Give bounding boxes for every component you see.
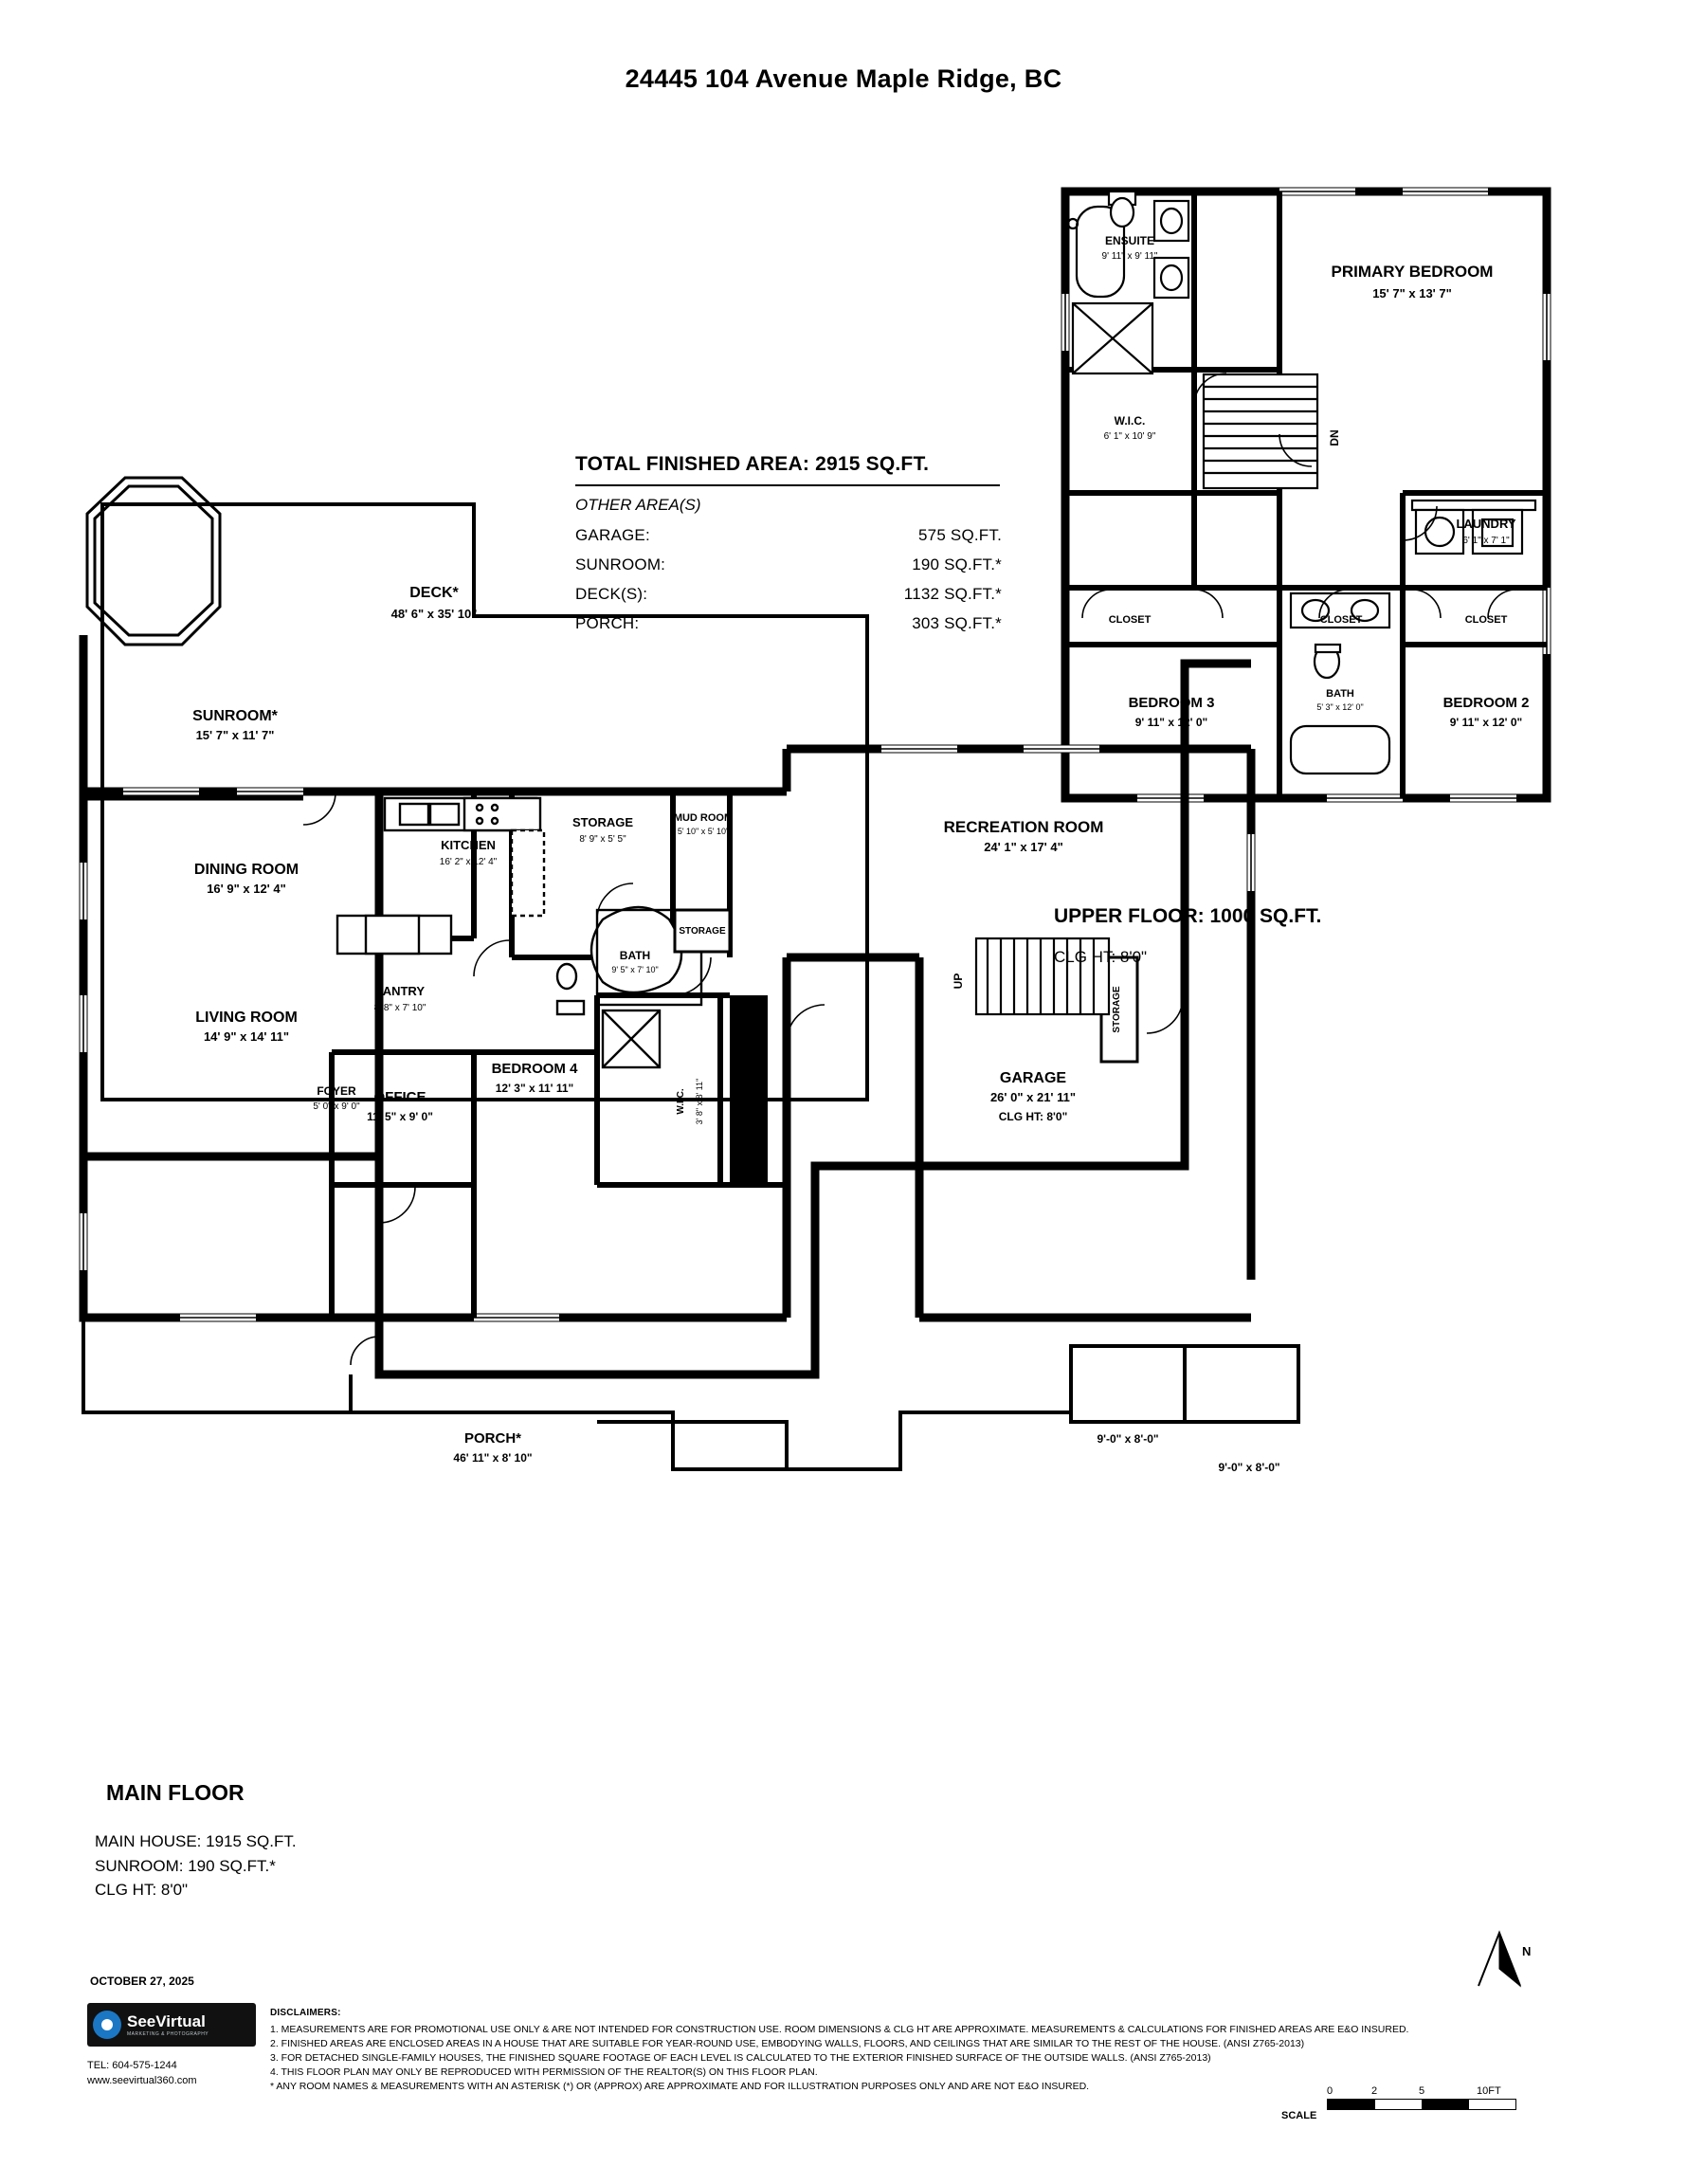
svg-text:6' 1" x 10' 9": 6' 1" x 10' 9" bbox=[1103, 431, 1156, 442]
company-phone: TEL: 604-575-1244 bbox=[87, 2060, 177, 2071]
svg-text:5' 3" x 12' 0": 5' 3" x 12' 0" bbox=[1316, 702, 1364, 712]
svg-text:48' 6" x 35' 10": 48' 6" x 35' 10" bbox=[390, 607, 478, 621]
area-label: DECK(S): bbox=[575, 585, 648, 603]
svg-text:6' 1" x 7' 1": 6' 1" x 7' 1" bbox=[1462, 536, 1510, 546]
svg-text:W.I.C.: W.I.C. bbox=[676, 1088, 686, 1115]
svg-text:CLOSET: CLOSET bbox=[1319, 614, 1363, 626]
svg-text:STORAGE: STORAGE bbox=[679, 926, 726, 937]
disclaimer-item: 3. FOR DETACHED SINGLE-FAMILY HOUSES, THE FINISHED SQUARE FOOTAGE OF EACH LEVEL IS CALCULATED TO THE EXTERIOR FINISHED SURFACE OF THE OUTSIDE WALLS. (ANSI Z765-2013) bbox=[270, 2051, 1211, 2064]
svg-text:CLOSET: CLOSET bbox=[1108, 614, 1152, 626]
svg-text:STORAGE: STORAGE bbox=[1112, 986, 1122, 1033]
svg-text:5' 0" x 9' 0": 5' 0" x 9' 0" bbox=[313, 1101, 360, 1112]
svg-text:CLG HT: 8'0": CLG HT: 8'0" bbox=[998, 1110, 1068, 1123]
main-floor-details bbox=[95, 1829, 297, 1902]
area-value: 190 SQ.FT.* bbox=[912, 555, 1002, 573]
svg-text:KITCHEN: KITCHEN bbox=[441, 838, 496, 852]
company-website[interactable]: www.seevirtual360.com bbox=[87, 2074, 197, 2086]
scale-tick: 0 bbox=[1327, 2085, 1333, 2097]
area-label: PORCH: bbox=[575, 614, 640, 632]
svg-text:8' 9" x 5' 5": 8' 9" x 5' 5" bbox=[579, 834, 626, 845]
svg-text:16' 9" x 12' 4": 16' 9" x 12' 4" bbox=[207, 882, 286, 896]
area-value: 303 SQ.FT.* bbox=[912, 614, 1002, 632]
svg-text:9' 5" x 7' 10": 9' 5" x 7' 10" bbox=[611, 965, 659, 974]
area-row bbox=[575, 526, 1002, 545]
area-summary bbox=[575, 453, 1002, 644]
total-finished-area: TOTAL FINISHED AREA: 2915 SQ.FT. bbox=[575, 453, 930, 475]
company-logo bbox=[87, 2003, 256, 2047]
svg-text:SUNROOM*: SUNROOM* bbox=[192, 708, 278, 724]
svg-text:11' 5" x 9' 0": 11' 5" x 9' 0" bbox=[367, 1110, 433, 1123]
svg-text:GARAGE: GARAGE bbox=[999, 1070, 1067, 1086]
svg-text:N: N bbox=[1522, 1944, 1532, 1958]
svg-text:BEDROOM 4: BEDROOM 4 bbox=[491, 1061, 578, 1077]
disclaimers-list bbox=[270, 2023, 1616, 2094]
svg-text:UP: UP bbox=[952, 973, 965, 990]
area-row bbox=[575, 555, 1002, 574]
area-label: GARAGE: bbox=[575, 526, 650, 544]
svg-text:FOYER: FOYER bbox=[317, 1084, 356, 1098]
scale-ticks bbox=[1327, 2085, 1516, 2099]
svg-text:15' 7" x 11' 7": 15' 7" x 11' 7" bbox=[195, 728, 275, 742]
page-title: 24445 104 Avenue Maple Ridge, BC bbox=[625, 64, 1062, 93]
svg-text:8' 8" x 7' 10": 8' 8" x 7' 10" bbox=[373, 1003, 426, 1013]
main-house-area: MAIN HOUSE: 1915 SQ.FT. bbox=[95, 1832, 297, 1850]
svg-text:9' 11" x 9' 11": 9' 11" x 9' 11" bbox=[1101, 251, 1158, 262]
svg-text:15' 7" x 13' 7": 15' 7" x 13' 7" bbox=[1372, 286, 1452, 300]
svg-text:DECK*: DECK* bbox=[409, 585, 459, 601]
svg-text:5' 10" x 5' 10": 5' 10" x 5' 10" bbox=[677, 827, 730, 836]
svg-text:CLOSET: CLOSET bbox=[1464, 614, 1508, 626]
main-floor-label: MAIN FLOOR bbox=[106, 1780, 245, 1805]
svg-text:DINING ROOM: DINING ROOM bbox=[193, 862, 299, 878]
svg-text:12' 3" x 11' 11": 12' 3" x 11' 11" bbox=[495, 1082, 574, 1095]
svg-text:OFFICE: OFFICE bbox=[373, 1089, 426, 1105]
svg-text:BEDROOM 3: BEDROOM 3 bbox=[1128, 695, 1215, 711]
svg-text:W.I.C.: W.I.C. bbox=[1114, 414, 1146, 428]
disclaimer-item: 2. FINISHED AREAS ARE ENCLOSED AREAS IN A HOUSE THAT ARE SUITABLE FOR YEAR-ROUND USE, EMBODYING WALLS, FLOORS, AND CEILINGS THAT ARE SIMILAR TO THE REST OF THE HOUSE. (ANSI Z765-2013) bbox=[270, 2037, 1305, 2049]
north-arrow bbox=[1467, 1927, 1533, 1995]
logo-name: SeeVirtual bbox=[127, 2011, 206, 2030]
disclaimer-item: 4. THIS FLOOR PLAN MAY ONLY BE REPRODUCED WITH PERMISSION OF THE REALTOR(S) ON THIS FLOOR PLAN. bbox=[270, 2066, 818, 2078]
svg-text:24' 1" x 17' 4": 24' 1" x 17' 4" bbox=[984, 840, 1063, 854]
main-floor-plan-drawing bbox=[66, 464, 1412, 1792]
disclaimer-item: 1. MEASUREMENTS ARE FOR PROMOTIONAL USE ONLY & ARE NOT INTENDED FOR CONSTRUCTION USE. ROOM DIMENSIONS & CLG HT ARE APPROXIMATE. MEASUREMENTS & CALCULATIONS FOR FINISHED AREAS ARE E&O INSURED. bbox=[270, 2024, 1409, 2035]
scale-tick: 2 bbox=[1371, 2085, 1378, 2097]
area-row bbox=[575, 585, 1002, 604]
scale-bar bbox=[1281, 2085, 1516, 2121]
logo-tagline: MARKETING & PHOTOGRAPHY bbox=[127, 2030, 209, 2037]
svg-text:LAUNDRY: LAUNDRY bbox=[1456, 517, 1516, 531]
divider bbox=[575, 484, 1000, 486]
area-value: 1132 SQ.FT.* bbox=[903, 585, 1002, 603]
company-contact bbox=[87, 2059, 197, 2089]
svg-text:9'-0" x 8'-0": 9'-0" x 8'-0" bbox=[1097, 1432, 1159, 1446]
plan-date: OCTOBER 27, 2025 bbox=[90, 1975, 194, 1988]
upper-floor-label: UPPER FLOOR: 1000 SQ.FT. bbox=[1054, 905, 1322, 927]
svg-text:MUD ROOM: MUD ROOM bbox=[673, 812, 734, 824]
svg-text:9' 11" x 12' 0": 9' 11" x 12' 0" bbox=[1134, 716, 1208, 729]
svg-text:BATH: BATH bbox=[619, 949, 651, 962]
svg-text:26' 0" x 21' 11": 26' 0" x 21' 11" bbox=[989, 1090, 1077, 1104]
svg-text:PANTRY: PANTRY bbox=[375, 984, 425, 998]
area-label: SUNROOM: bbox=[575, 555, 666, 573]
svg-text:LIVING ROOM: LIVING ROOM bbox=[195, 1010, 298, 1026]
svg-text:PORCH*: PORCH* bbox=[463, 1430, 522, 1447]
area-value: 575 SQ.FT. bbox=[918, 526, 1002, 544]
svg-text:BATH: BATH bbox=[1326, 688, 1354, 700]
svg-text:DN: DN bbox=[1328, 429, 1341, 446]
main-floor-clg-height: CLG HT: 8'0" bbox=[95, 1881, 189, 1899]
scale-label: SCALE bbox=[1281, 2110, 1317, 2121]
svg-text:RECREATION ROOM: RECREATION ROOM bbox=[943, 818, 1104, 836]
svg-text:STORAGE: STORAGE bbox=[571, 815, 634, 829]
svg-text:3' 8" x 8' 11": 3' 8" x 8' 11" bbox=[695, 1078, 704, 1125]
scale-tick: 10FT bbox=[1477, 2085, 1501, 2097]
upper-floor-clg-height: CLG HT: 8'0" bbox=[1054, 948, 1148, 966]
svg-text:PRIMARY BEDROOM: PRIMARY BEDROOM bbox=[1331, 263, 1494, 281]
disclaimers-heading: DISCLAIMERS: bbox=[270, 2008, 341, 2018]
other-areas-label: OTHER AREA(S) bbox=[575, 496, 701, 514]
logo-mark-icon bbox=[93, 2011, 121, 2039]
disclaimer-item: * ANY ROOM NAMES & MEASUREMENTS WITH AN ASTERISK (*) OR (APPROX) ARE APPROXIMATE AND FOR ILLUSTRATION PURPOSES ONLY AND ARE NOT E&O INSURED. bbox=[270, 2080, 1090, 2092]
svg-text:14' 9" x 14' 11": 14' 9" x 14' 11" bbox=[203, 1029, 290, 1044]
scale-tick: 5 bbox=[1419, 2085, 1425, 2097]
svg-text:ENSUITE: ENSUITE bbox=[1104, 234, 1155, 247]
svg-text:9' 11" x 12' 0": 9' 11" x 12' 0" bbox=[1449, 716, 1523, 729]
svg-text:BEDROOM 2: BEDROOM 2 bbox=[1442, 695, 1530, 711]
svg-text:16' 2" x 12' 4": 16' 2" x 12' 4" bbox=[439, 857, 498, 867]
svg-text:9'-0" x 8'-0": 9'-0" x 8'-0" bbox=[1218, 1461, 1280, 1474]
area-row bbox=[575, 614, 1002, 633]
svg-text:46' 11" x 8' 10": 46' 11" x 8' 10" bbox=[453, 1451, 533, 1465]
scale-bar-graphic bbox=[1327, 2099, 1516, 2110]
main-sunroom-area: SUNROOM: 190 SQ.FT.* bbox=[95, 1856, 276, 1875]
